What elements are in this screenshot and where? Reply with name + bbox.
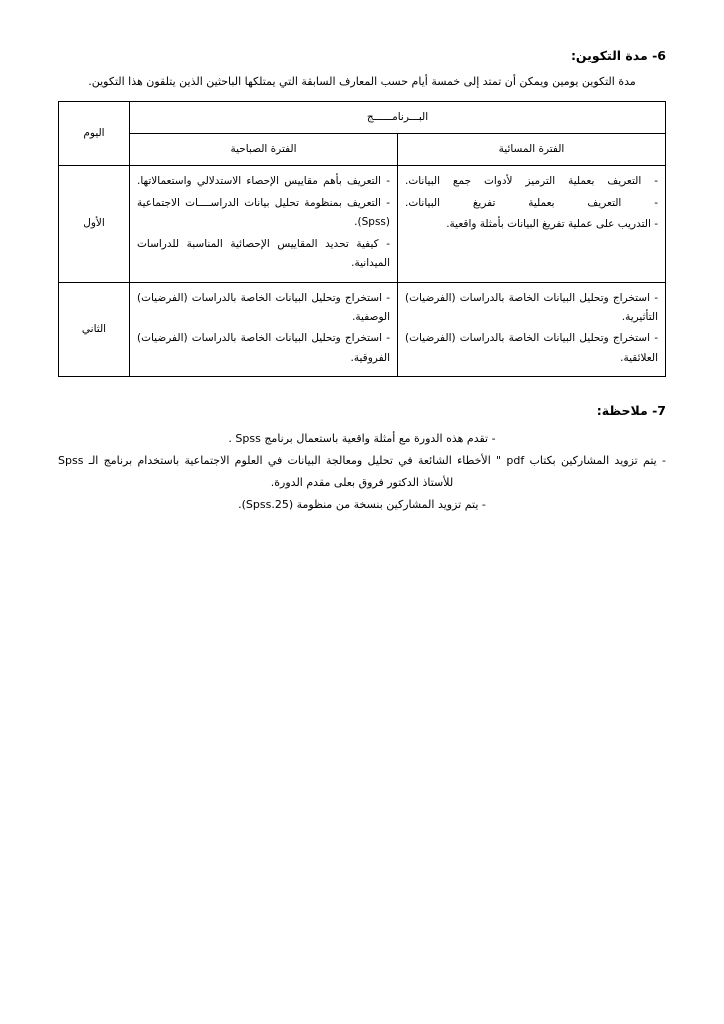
list-item: - التعريف بأهم مقاييس الإحصاء الاستدلالي واستعمالاتها. [137, 175, 390, 188]
header-day: اليوم [59, 101, 130, 166]
day2-evening-cell [398, 282, 666, 377]
table-header-row-2 [59, 134, 666, 166]
day1-morning-list [137, 172, 390, 273]
list-item: - التعريف بمنظومة تحليل بيانات الدراســــات الاجتماعية (Spss). [137, 196, 390, 229]
list-item: - التعريف بعملية تفريغ البيانات. [405, 196, 658, 209]
day1-morning-cell [130, 166, 398, 282]
section-6-intro: مدة التكوين يومين ويمكن أن تمتد إلى خمسة أيام حسب المعارف السابقة التي يمتلكها الباحثين الذين يتلقون هذا التكوين. [88, 75, 636, 88]
day2-evening-list [405, 289, 658, 369]
list-item: - تقدم هذه الدورة مع أمثلة واقعية باستعمال برنامج Spss . [228, 432, 496, 446]
day1-evening-cell [398, 166, 666, 282]
list-item: - استخراج وتحليل البيانات الخاصة بالدراسات (الفرضيات) العلائقية. [405, 332, 658, 364]
list-item: - التعريف بعملية الترميز لأدوات جمع البيانات. [405, 175, 658, 188]
header-program: البـــرنامــــــج [130, 101, 666, 133]
table-header-row-1 [59, 101, 666, 133]
day2-label: الثاني [59, 282, 130, 377]
header-morning-period: الفترة الصباحية [130, 134, 398, 166]
notes-list [58, 428, 666, 516]
list-item: - يتم تزويد المشاركين بنسخة من منظومة (Spss.25). [238, 498, 486, 512]
list-item: - استخراج وتحليل البيانات الخاصة بالدراسات (الفرضيات) الوصفية. [137, 291, 390, 323]
list-item: - استخراج وتحليل البيانات الخاصة بالدراسات (الفرضيات) الفروقية. [137, 332, 390, 364]
table-row [59, 282, 666, 377]
day1-label: الأول [59, 166, 130, 282]
list-item: - كيفية تحديد المقاييس الإحصائية المناسبة للدراسات الميدانية. [137, 237, 390, 270]
list-item: - يتم تزويد المشاركين بكتاب pdf " الأخطاء الشائعة في تحليل ومعالجة البيانات في العلوم الاجتماعية باستخدام برنامج الـ Spss للأستاذ الدكتور فروق بعلى مقدم الدورة. [58, 454, 666, 490]
table-row [59, 166, 666, 282]
day1-evening-list [405, 172, 658, 234]
day2-morning-list [137, 289, 390, 369]
training-program-table [58, 101, 666, 378]
section-6-heading: 6- مدة التكوين: [570, 48, 666, 63]
day2-morning-cell [130, 282, 398, 377]
section-7-heading: 7- ملاحظة: [596, 403, 666, 419]
header-evening-period: الفترة المسائية [398, 134, 666, 166]
list-item: - استخراج وتحليل البيانات الخاصة بالدراسات (الفرضيات) التأثيرية. [405, 291, 658, 323]
list-item: - التدريب على عملية تفريغ البيانات بأمثلة واقعية. [446, 218, 658, 231]
